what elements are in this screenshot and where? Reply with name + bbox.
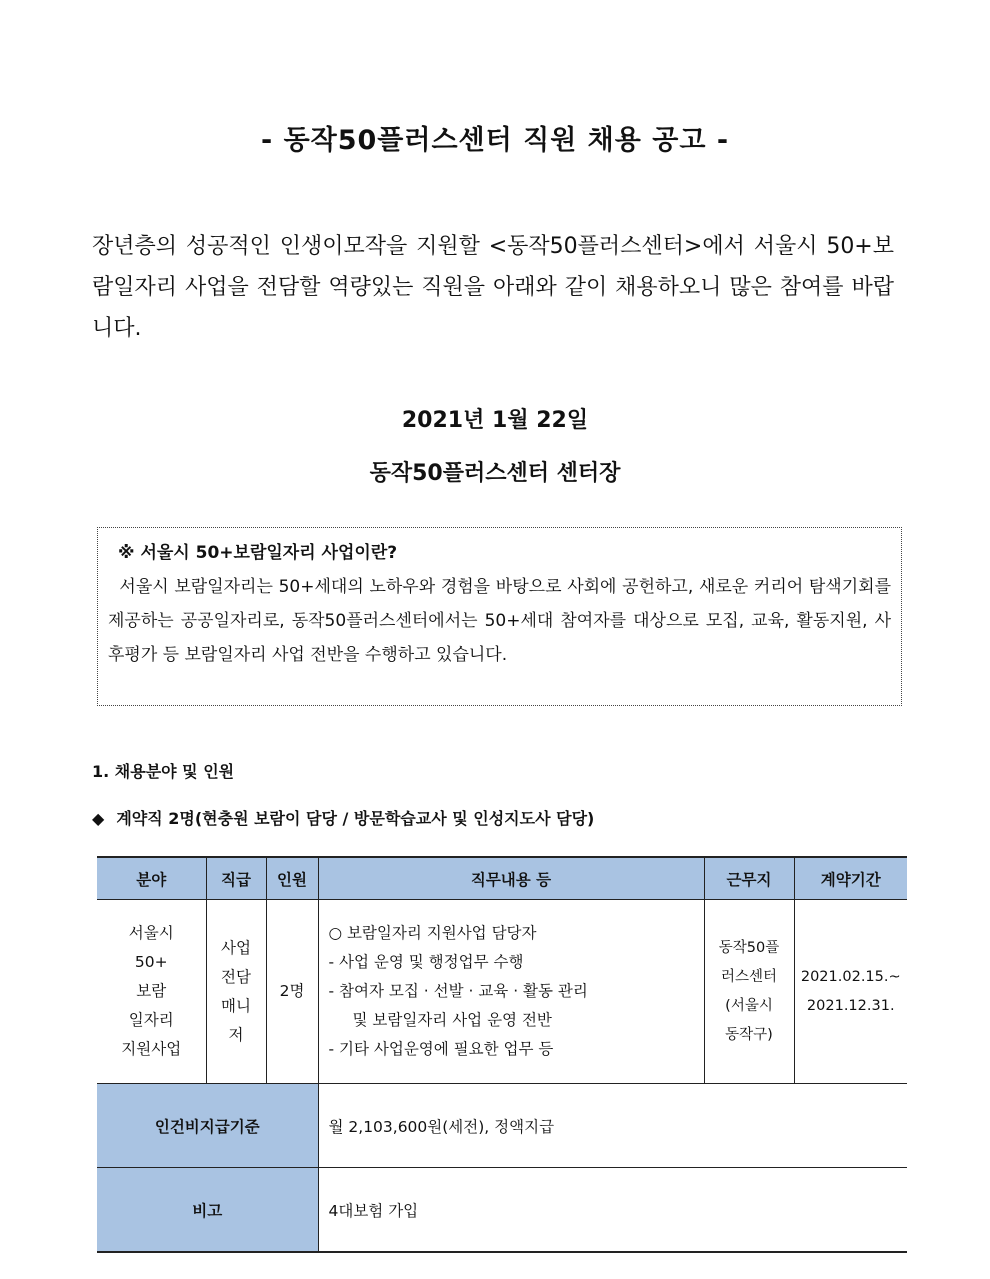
cell-period: 2021.02.15.~ 2021.12.31. <box>794 900 907 1084</box>
salary-value: 월 2,103,600원(세전), 정액지급 <box>318 1084 907 1168</box>
subsection-heading <box>92 806 594 829</box>
header-rank: 직급 <box>206 857 266 900</box>
note-label: 비고 <box>97 1168 318 1253</box>
cell-count: 2명 <box>266 900 318 1084</box>
intro-paragraph: 장년층의 성공적인 인생이모작을 지원할 <동작50플러스센터>에서 서울시 50+보람일자리 사업을 전담할 역량있는 직원을 아래와 같이 채용하오니 많은 참여를 바랍니다. <box>92 234 894 341</box>
note-value: 4대보험 가입 <box>318 1168 907 1253</box>
recruitment-table <box>97 856 907 1253</box>
cell-field: 서울시 50+ 보람 일자리 지원사업 <box>97 900 206 1084</box>
salary-row <box>97 1084 907 1168</box>
cell-rank: 사업 전담 매니 저 <box>206 900 266 1084</box>
signer: 동작50플러스센터 센터장 <box>369 461 621 486</box>
header-workplace: 근무지 <box>704 857 794 900</box>
program-info-heading: ※ 서울시 50+보람일자리 사업이란? <box>118 543 398 563</box>
cell-workplace: 동작50플 러스센터 (서울시 동작구) <box>704 900 794 1084</box>
table-header-row <box>97 857 907 900</box>
program-info-body: 서울시 보람일자리는 50+세대의 노하우와 경험을 바탕으로 사회에 공헌하고, 새로운 커리어 탐색기회를 제공하는 공공일자리로, 동작50플러스센터에서는 50+세대 참여자를 대상으로 모집, 교육, 활동지원, 사후평가 등 보람일자리 사업 전반을 수행하고 있습니다. <box>108 577 891 665</box>
header-period: 계약기간 <box>794 857 907 900</box>
subsection-text: 계약직 2명(현충원 보람이 담당 / 방문학습교사 및 인성지도사 담당) <box>116 809 595 828</box>
cell-duties: ○ 보람일자리 지원사업 담당자 - 사업 운영 및 행정업무 수행 - 참여자 모집 · 선발 · 교육 · 활동 관리 및 보람일자리 사업 운영 전반 - 기타 사업운영에 필요한 업무 등 <box>318 900 704 1084</box>
header-duties: 직무내용 등 <box>318 857 704 900</box>
program-info-box <box>97 527 902 706</box>
note-row <box>97 1168 907 1253</box>
header-count: 인원 <box>266 857 318 900</box>
page-title: - 동작50플러스센터 직원 채용 공고 - <box>260 125 730 156</box>
diamond-bullet-icon: ◆ <box>92 809 105 828</box>
section-heading: 1. 채용분야 및 인원 <box>92 762 235 781</box>
announcement-date: 2021년 1월 22일 <box>401 408 589 433</box>
salary-label: 인건비지급기준 <box>97 1084 318 1168</box>
table-row <box>97 900 907 1084</box>
header-field: 분야 <box>97 857 206 900</box>
